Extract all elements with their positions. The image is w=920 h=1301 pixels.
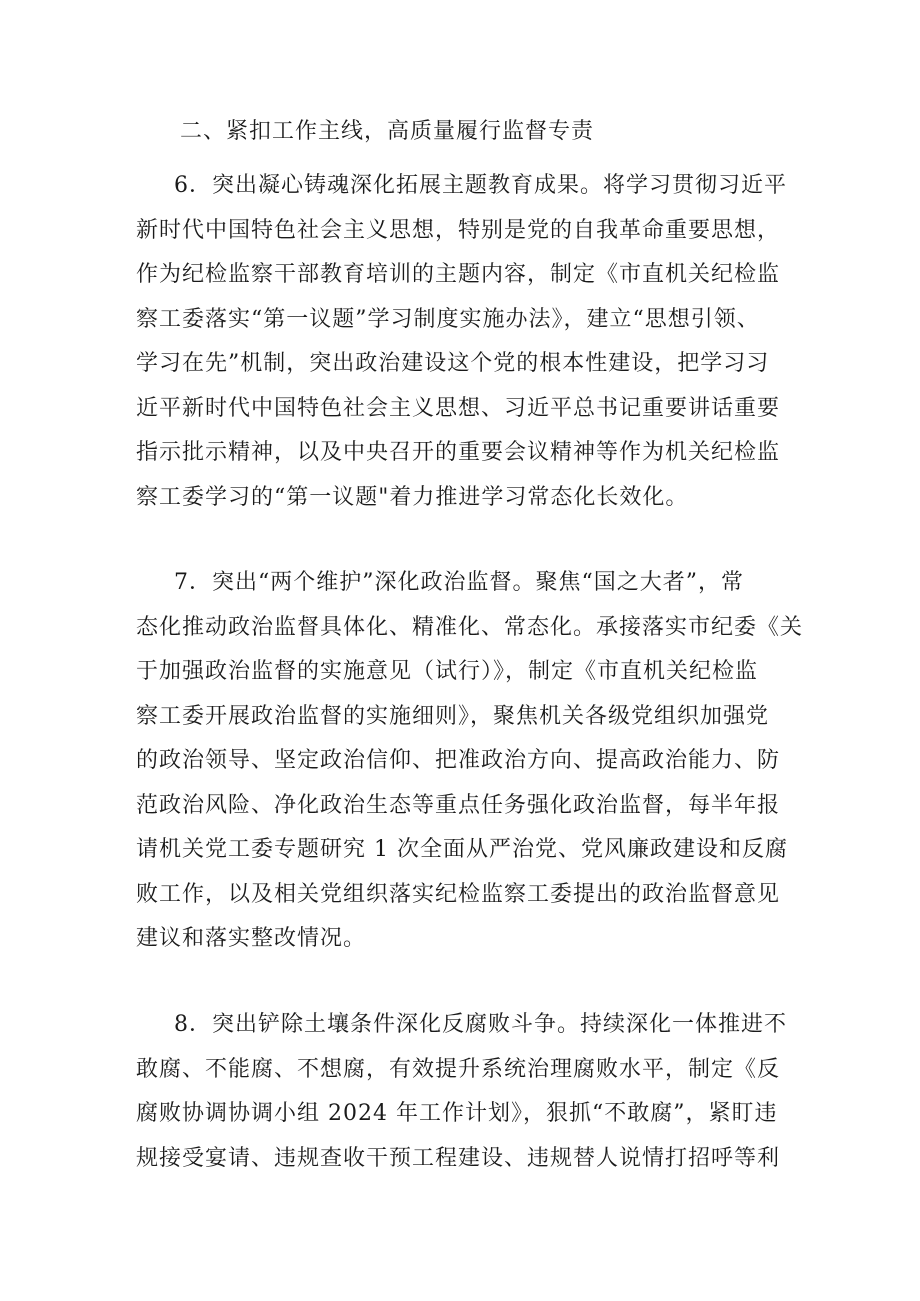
paragraph-line: 败工作，以及相关党组织落实纪检监察工委提出的政治监督意见 [136,881,781,907]
paragraph-7 [136,561,804,962]
paragraph-6 [136,164,796,520]
paragraph-8 [136,1003,796,1181]
paragraph-line: 的政治领导、坚定政治信仰、把准政治方向、提高政治能力、防 [136,748,781,773]
paragraph-line: 6．突出凝心铸魂深化拓展主题教育成果。将学习贯彻习近平 [174,173,787,198]
paragraph-line: 察工委学习的“第一议题"着力推进学习常态化长效化。 [136,484,689,510]
section-heading: 二、紧扣工作主线，高质量履行监督专责 [180,119,595,144]
paragraph-line: 察工委开展政治监督的实施细则》，聚焦机关各级党组织加强党 [136,703,770,729]
paragraph-line: 于加强政治监督的实施意见（试行）》，制定《市直机关纪检监 [136,659,759,684]
paragraph-line: 态化推动政治监督具体化、精准化、常态化。承接落实市纪委《关 [136,614,804,640]
paragraph-line: 作为纪检监察干部教育培训的主题内容，制定《市直机关纪检监 [136,262,781,287]
paragraph-line: 腐败协调协调小组 2024 年工作计划》，狠抓“不敢腐”，紧盯违 [136,1101,778,1126]
paragraph-line: 建议和落实整改情况。 [136,926,367,951]
paragraph-line: 敢腐、不能腐、不想腐，有效提升系统治理腐败水平，制定《反 [136,1056,781,1082]
paragraph-line: 新时代中国特色社会主义思想，特别是党的自我革命重要思想， [136,217,781,243]
paragraph-line: 指示批示精神，以及中央召开的重要会议精神等作为机关纪检监 [136,440,781,465]
paragraph-line: 8．突出铲除土壤条件深化反腐败斗争。持续深化一体推进不 [174,1012,787,1037]
paragraph-line: 规接受宴请、违规查收干预工程建设、违规替人说情打招呼等利 [136,1145,781,1171]
paragraph-line: 近平新时代中国特色社会主义思想、习近平总书记重要讲话重要 [136,395,781,421]
paragraph-line: 请机关党工委专题研究 1 次全面从严治党、党风廉政建设和反腐 [136,837,788,862]
paragraph-line: 7．突出“两个维护”深化政治监督。聚焦“国之大者”，常 [174,570,744,595]
paragraph-line: 察工委落实“第一议题”学习制度实施办法》，建立“思想引领、 [136,306,760,332]
paragraph-line: 学习在先”机制，突出政治建设这个党的根本性建设，把学习习 [136,351,770,376]
paragraph-line: 范政治风险、净化政治生态等重点任务强化政治监督，每半年报 [136,792,781,818]
